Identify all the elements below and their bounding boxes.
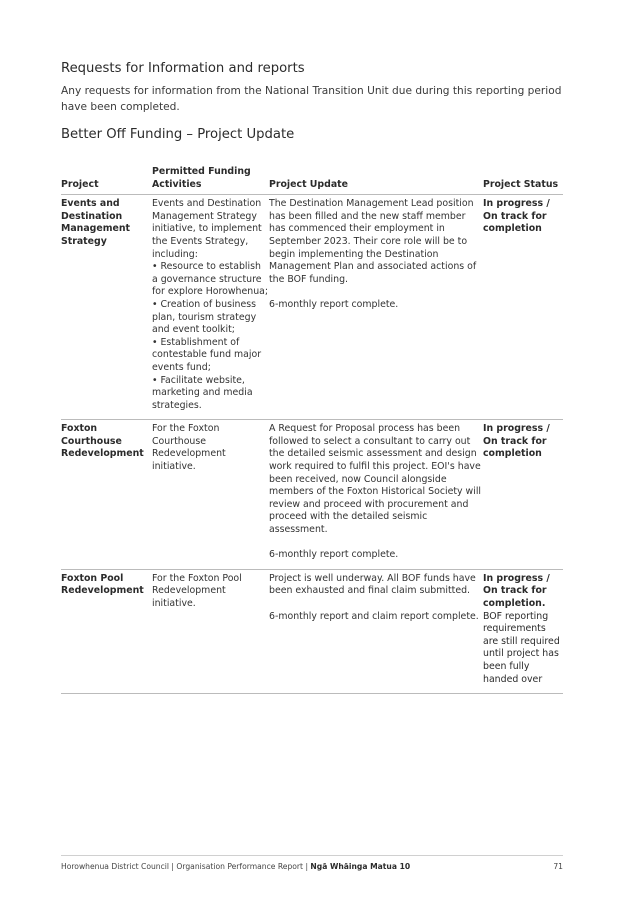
activity-line: Events and Destination Management Strategy initiative, to implement the Events Strategy, including: [152, 198, 262, 260]
project-name: Foxton Pool Redevelopment [61, 569, 152, 693]
activity-line: • Facilitate website, marketing and media strategies. [152, 374, 253, 411]
status-text: In progress / On track for completion. [483, 572, 550, 609]
project-update [269, 569, 483, 693]
section-heading-bof: Better Off Funding – Project Update [61, 127, 295, 142]
project-update [269, 195, 483, 420]
funding-activities [152, 569, 269, 693]
funding-activities [152, 195, 269, 420]
column-header-activities: Permitted Funding Activities [152, 164, 269, 195]
update-paragraph: 6-monthly report complete. [269, 298, 399, 310]
update-paragraph: 6-monthly report and claim report complete. [269, 610, 479, 622]
table-row [61, 569, 563, 693]
project-status [483, 420, 563, 570]
update-paragraph: The Destination Management Lead position has been filled and the new staff member has commenced their employment in September 2023. Their core role will be to begin implementing the Destination Management Plan and associated actions of the BOF funding. [269, 198, 477, 285]
column-header-update: Project Update [269, 164, 483, 195]
status-text: In progress / On track for completion [483, 198, 550, 235]
page-number: 71 [553, 862, 563, 871]
project-status [483, 195, 563, 420]
activity-line: For the Foxton Pool Redevelopment initiative. [152, 572, 242, 609]
project-update [269, 420, 483, 570]
status-text: In progress / On track for completion [483, 423, 550, 460]
activity-line: • Establishment of contestable fund major events fund; [152, 336, 262, 373]
page-footer [61, 855, 563, 871]
funding-activities [152, 420, 269, 570]
section-heading-requests: Requests for Information and reports [61, 61, 305, 76]
update-paragraph: A Request for Proposal process has been followed to select a consultant to carry out the detailed seismic assessment and design work required to fulfil this project. EOI's have been received, now Council alongside members of the Foxton Historical Society will review and proceed with procurement and proceed with the detailed seismic assessment. [269, 423, 482, 536]
status-note: BOF reporting requirements are still required until project has been fully handed over [483, 610, 560, 685]
project-name: Foxton Courthouse Redevelopment [61, 420, 152, 570]
table-row [61, 195, 563, 420]
update-paragraph: 6-monthly report complete. [269, 549, 399, 561]
project-status [483, 569, 563, 693]
update-paragraph: Project is well underway. All BOF funds have been exhausted and final claim submitted. [269, 572, 476, 597]
column-header-project: Project [61, 164, 152, 195]
table-row [61, 420, 563, 570]
activity-line: • Creation of business plan, tourism strategy and event toolkit; [152, 298, 257, 336]
requests-paragraph: Any requests for information from the National Transition Unit due during this reporting period have been completed. [61, 85, 562, 113]
project-name: Events and Destination Management Strategy [61, 195, 152, 420]
table-header-row [61, 164, 563, 195]
footer-org: Horowhenua District Council | Organisation Performance Report | [61, 862, 311, 871]
footer-title: Ngā Whāinga Matua 10 [310, 862, 411, 871]
bof-project-table [61, 164, 563, 694]
footer-text [61, 862, 410, 871]
activity-line: For the Foxton Courthouse Redevelopment initiative. [152, 423, 226, 473]
activity-line: • Resource to establish a governance structure for explore Horowhenua; [152, 261, 269, 298]
column-header-status: Project Status [483, 164, 563, 195]
